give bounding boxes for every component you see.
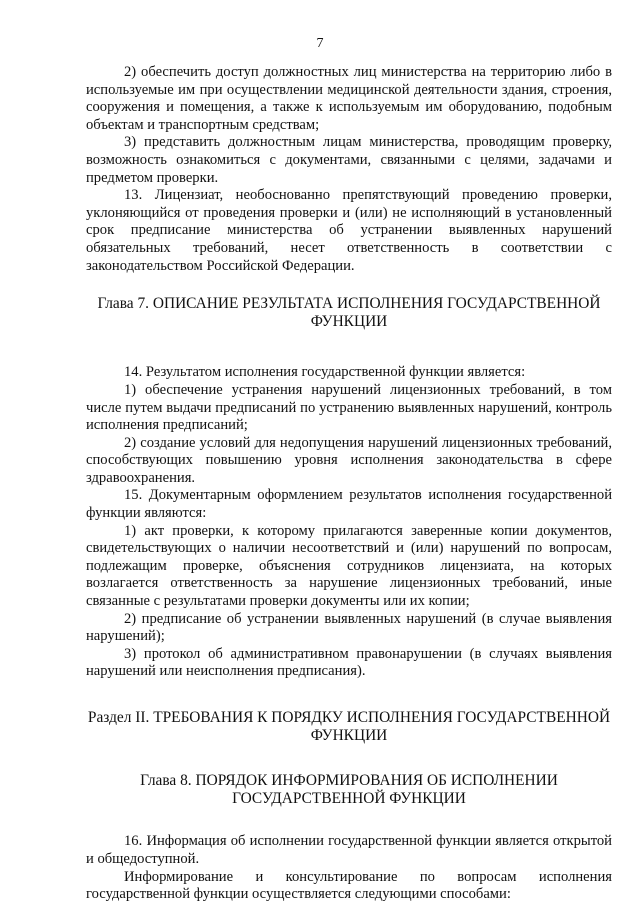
section-2-heading: Раздел II. ТРЕБОВАНИЯ К ПОРЯДКУ ИСПОЛНЕНИЯ ГОСУДАРСТВЕННОЙ ФУНКЦИИ [87, 709, 611, 744]
paragraph-14-result: 14. Результатом исполнения государственной функции является: [124, 364, 526, 381]
paragraph-access-territory: 2) обеспечить доступ должностных лиц министерства на территорию либо в используемые им при осуществлении медицинской деятельности здания, строения, сооружения и помещения, а также к используемым им оборудованию, подобным объектам и транспортным средствам; [86, 64, 612, 133]
paragraph-16-consulting: Информирование и консультирование по вопросам исполнения государственной функции осуществляется следующими способами: [86, 868, 612, 903]
paragraph-15-item-2: 2) предписание об устранении выявленных нарушений (в случае выявления нарушений); [86, 610, 612, 645]
paragraph-15-documents: 15. Документарным оформлением результатов исполнения государственной функции являются: [86, 487, 612, 522]
paragraph-access-documents: 3) представить должностным лицам министерства, проводящим проверку, возможность ознакомиться с документами, связанными с целями, задачами и предметом проверки. [86, 134, 612, 186]
page-number: 7 [316, 36, 324, 51]
paragraph-16-information: 16. Информация об исполнении государственной функции является открытой и общедоступной. [86, 833, 612, 867]
chapter-8-heading: Глава 8. ПОРЯДОК ИНФОРМИРОВАНИЯ ОБ ИСПОЛНЕНИИ ГОСУДАРСТВЕННОЙ ФУНКЦИИ [140, 772, 558, 807]
paragraph-15-item-3: 3) протокол об административном правонарушении (в случаях выявления нарушений или неисполнения предписания). [86, 645, 612, 680]
paragraph-15-item-1: 1) акт проверки, к которому прилагаются заверенные копии документов, свидетельствующих о наличии несоответствий и (или) нарушений по вопросам, подлежащим проверке, объяснения сотрудников лицензиата, на которых возлагается ответственность за нарушение лицензионных требований, иные связанные с результатами проверки документы или их копии; [86, 522, 612, 610]
chapter-7-heading: Глава 7. ОПИСАНИЕ РЕЗУЛЬТАТА ИСПОЛНЕНИЯ ГОСУДАРСТВЕННОЙ ФУНКЦИИ [97, 295, 601, 330]
paragraph-13-liability: 13. Лицензиат, необоснованно препятствующий проведению проверки, уклоняющийся от проведения проверки и (или) не исполняющий в установленный срок предписание министерства об устранении выявленных нарушений обязательных требований, несет ответственность в соответствии с законодательством Российской Федерации. [86, 187, 612, 274]
paragraph-14-item-1: 1) обеспечение устранения нарушений лицензионных требований, в том числе путем выдачи предписаний по устранению выявленных нарушений, контроль исполнения предписаний; [86, 381, 612, 434]
document-body [86, 64, 612, 904]
paragraph-14-item-2: 2) создание условий для недопущения нарушений лицензионных требований, способствующих повышению уровня исполнения законодательства в сфере здравоохранения. [86, 434, 612, 486]
